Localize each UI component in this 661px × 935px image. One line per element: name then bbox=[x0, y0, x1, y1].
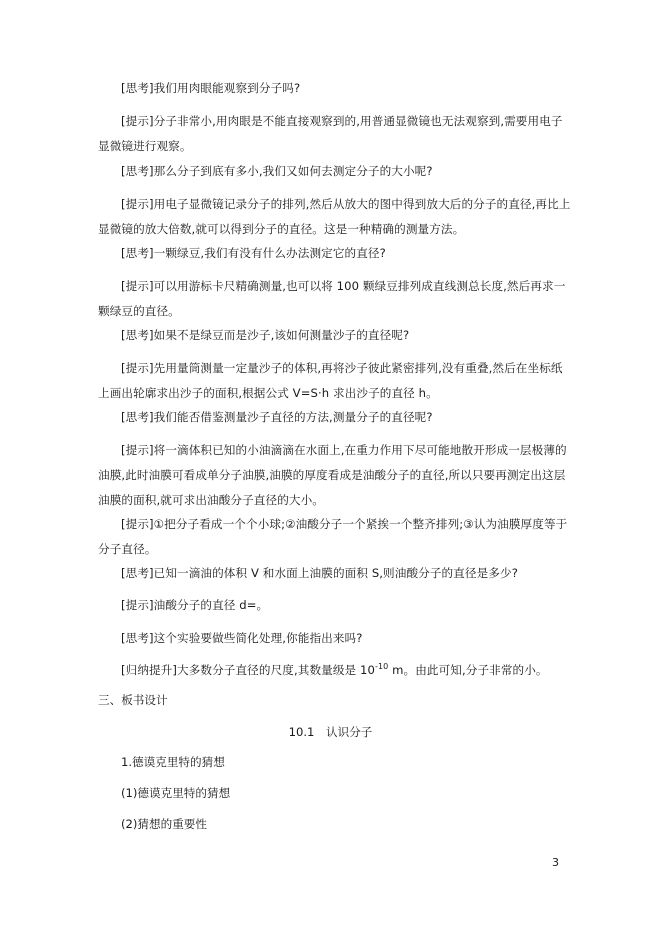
paragraph-think-3: [思考]一颗绿豆,我们有没有什么办法测定它的直径? bbox=[121, 246, 386, 260]
paragraph-hint-5: [提示]将一滴体积已知的小油滴滴在水面上,在重力作用下尽可能地散开形成一层极薄的油膜,此时油膜可看成单分子油膜,油膜的厚度看成是油酸分子的直径,所以只要再测定出这层油膜的面积,就可求出油酸分子直径的大小。 bbox=[98, 443, 567, 507]
paragraph-hint-1: [提示]分子非常小,用肉眼是不能直接观察到的,用普通显微镜也无法观察到,需要用电子显微镜进行观察。 bbox=[98, 114, 563, 153]
paragraph-hint-3: [提示]可以用游标卡尺精确测量,也可以将 100 颗绿豆排列成直线测总长度,然后再求一颗绿豆的直径。 bbox=[98, 279, 566, 318]
paragraph-hint-7: [提示]油酸分子的直径 d=。 bbox=[121, 598, 269, 612]
summary-text-after: m。由此可知,分子非常的小。 bbox=[388, 663, 548, 677]
summary-exponent: -10 bbox=[374, 662, 389, 672]
board-item-3: (2)猜想的重要性 bbox=[121, 817, 207, 831]
summary-text-before: [归纳提升]大多数分子直径的尺度,其数量级是 10 bbox=[121, 663, 375, 677]
paragraph-think-2: [思考]那么分子到底有多小,我们又如何去测定分子的大小呢? bbox=[121, 164, 433, 178]
paragraph-think-5: [思考]我们能否借鉴测量沙子直径的方法,测量分子的直径呢? bbox=[121, 410, 433, 424]
paragraph-hint-4: [提示]先用量筒测量一定量沙子的体积,再将沙子彼此紧密排列,没有重叠,然后在坐标纸上画出轮廓求出沙子的面积,根据公式 V=S·h 求出沙子的直径 h。 bbox=[98, 361, 563, 400]
paragraph-hint-2: [提示]用电子显微镜记录分子的排列,然后从放大的图中得到放大后的分子的直径,再比上显微镜的放大倍数,就可以得到分子的直径。这是一种精确的测量方法。 bbox=[98, 197, 571, 236]
paragraph-think-4: [思考]如果不是绿豆而是沙子,该如何测量沙子的直径呢? bbox=[121, 328, 410, 342]
board-item-2: (1)德谟克里特的猜想 bbox=[121, 786, 231, 800]
paragraph-think-1: [思考]我们用肉眼能观察到分子吗? bbox=[121, 81, 301, 95]
board-title: 10.1 认识分子 bbox=[288, 725, 373, 739]
paragraph-hint-6: [提示]①把分子看成一个个小球;②油酸分子一个紧挨一个整齐排列;③认为油膜厚度等于分子直径。 bbox=[98, 517, 568, 556]
section-heading: 三、板书设计 bbox=[98, 693, 168, 707]
board-item-1: 1.德谟克里特的猜想 bbox=[121, 755, 225, 769]
paragraph-summary bbox=[98, 658, 572, 683]
paragraph-think-6: [思考]已知一滴油的体积 V 和水面上油膜的面积 S,则油酸分子的直径是多少? bbox=[121, 566, 518, 580]
page-number: 3 bbox=[552, 856, 559, 869]
paragraph-think-7: [思考]这个实验要做些简化处理,你能指出来吗? bbox=[121, 631, 363, 645]
